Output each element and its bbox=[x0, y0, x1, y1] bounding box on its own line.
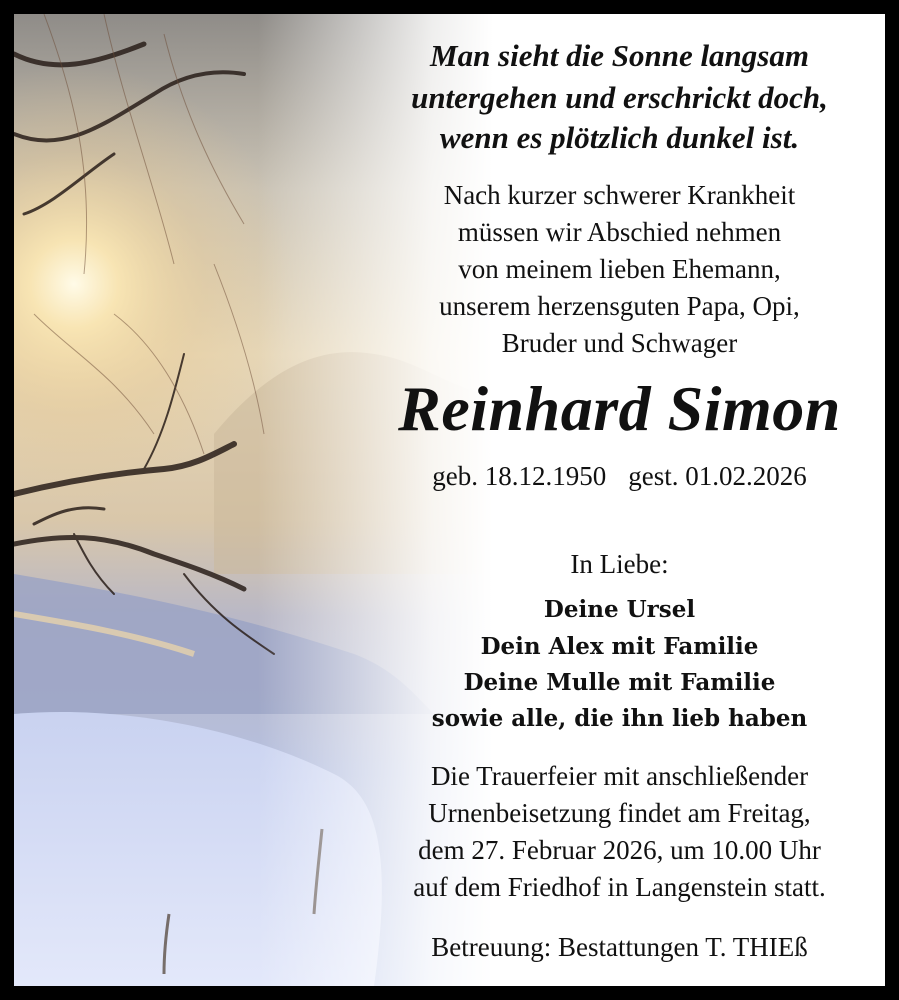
obituary-notice bbox=[14, 14, 885, 986]
birth-date: geb. 18.12.1950 bbox=[432, 461, 607, 491]
funeral-line: Die Trauerfeier mit anschließender bbox=[430, 761, 809, 791]
mourner-line: Deine Ursel bbox=[543, 596, 696, 623]
death-date: gest. 01.02.2026 bbox=[628, 461, 807, 491]
intro-line: Nach kurzer schwerer Krankheit bbox=[443, 180, 796, 210]
motto-line: Man sieht die Sonne langsam bbox=[430, 38, 809, 73]
mourner-line: Deine Mulle mit Familie bbox=[463, 669, 776, 696]
mourner-line: Dein Alex mit Familie bbox=[480, 633, 759, 660]
funeral-line: auf dem Friedhof in Langenstein statt. bbox=[413, 872, 826, 902]
notice-text bbox=[354, 14, 885, 986]
mourner-line: sowie alle, die ihn lieb haben bbox=[431, 705, 808, 732]
undertaker-line: Betreuung: Bestattungen T. THIEß bbox=[431, 932, 808, 962]
intro-line: von meinem lieben Ehemann, bbox=[458, 254, 781, 284]
motto-line: untergehen und erschrickt doch, bbox=[411, 80, 828, 115]
life-dates bbox=[354, 461, 885, 492]
deceased-name: Reinhard Simon bbox=[398, 373, 841, 444]
mourners-heading: In Liebe: bbox=[570, 549, 669, 579]
funeral-line: dem 27. Februar 2026, um 10.00 Uhr bbox=[418, 835, 821, 865]
motto-line: wenn es plötzlich dunkel ist. bbox=[439, 120, 800, 155]
intro-line: unserem herzensguten Papa, Opi, bbox=[439, 291, 800, 321]
funeral-line: Urnenbeisetzung findet am Freitag, bbox=[428, 798, 811, 828]
intro-line: müssen wir Abschied nehmen bbox=[457, 217, 782, 247]
intro-line: Bruder und Schwager bbox=[501, 328, 738, 358]
